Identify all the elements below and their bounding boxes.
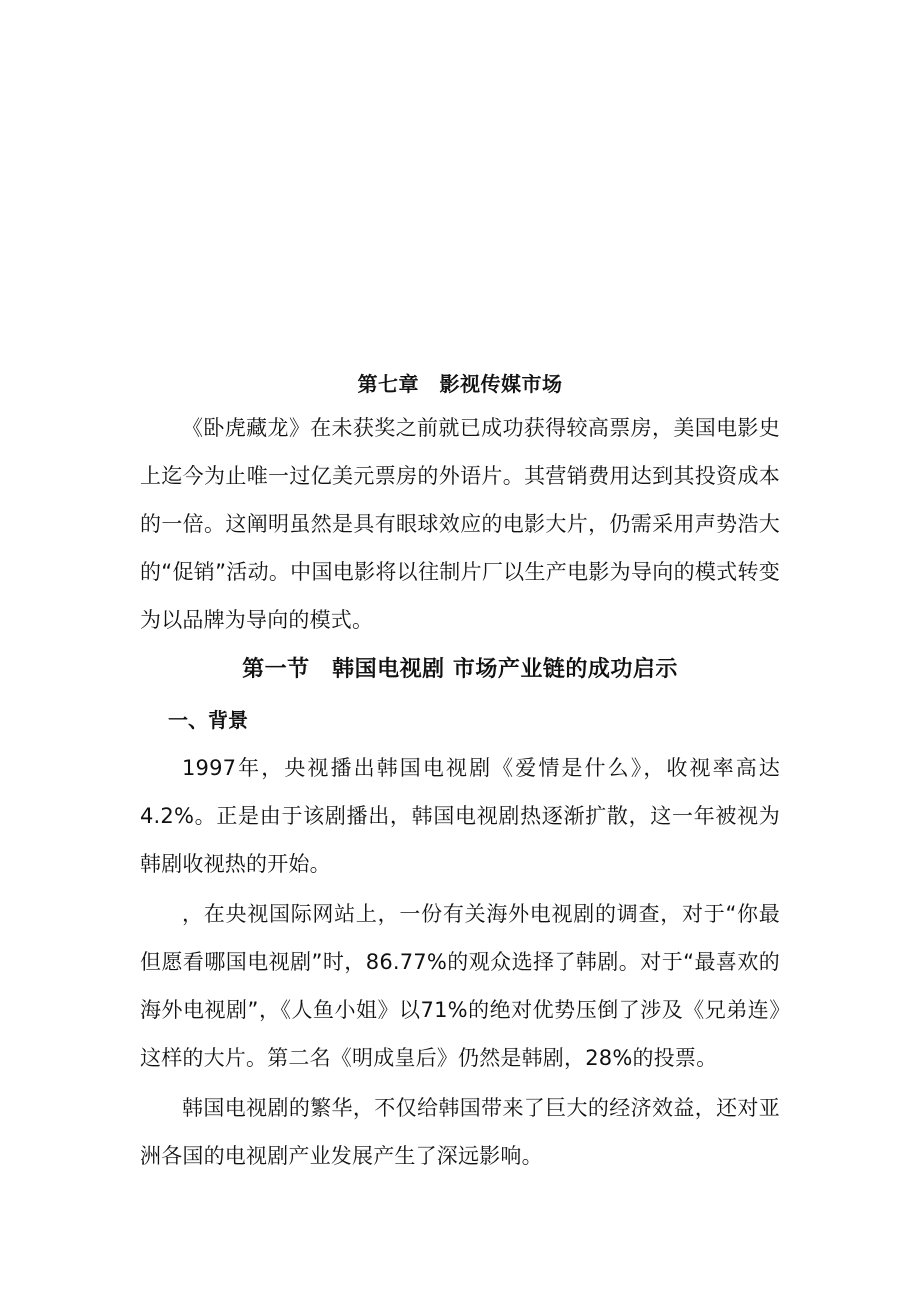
chapter-title: 第七章 影视传媒市场 bbox=[357, 372, 563, 396]
intro-paragraph: 《卧虎藏龙》在未获奖之前就已成功获得较高票房，美国电影史上迄今为止唯一过亿美元票房的外语片。其营销费用达到其投资成本的一倍。这阐明虽然是具有眼球效应的电影大片，仍需采用声势浩大的“促销”活动。中国电影将以往制片厂以生产电影为导向的模式转变为以品牌为导向的模式。 bbox=[140, 416, 780, 632]
subsection-title: 一、背景 bbox=[168, 708, 248, 732]
section-title: 第一节 韩国电视剧 市场产业链的成功启示 bbox=[242, 657, 678, 682]
paragraph-background-2: ，在央视国际网站上，一份有关海外电视剧的调查，对于“你最但愿看哪国电视剧”时，86.77%的观众选择了韩剧。对于“最喜欢的海外电视剧”，《人鱼小姐》以71%的绝对优势压倒了涉及《兄弟连》这样的大片。第二名《明成皇后》仍然是韩剧，28%的投票。 bbox=[140, 902, 780, 1070]
paragraph-background-1: 1997年，央视播出韩国电视剧《爱情是什么》，收视率高达4.2%。正是由于该剧播出，韩国电视剧热逐渐扩散，这一年被视为韩剧收视热的开始。 bbox=[140, 756, 780, 876]
document-body bbox=[140, 366, 780, 1180]
paragraph-background-3: 韩国电视剧的繁华，不仅给韩国带来了巨大的经济效益，还对亚洲各国的电视剧产业发展产生了深远影响。 bbox=[140, 1096, 780, 1168]
